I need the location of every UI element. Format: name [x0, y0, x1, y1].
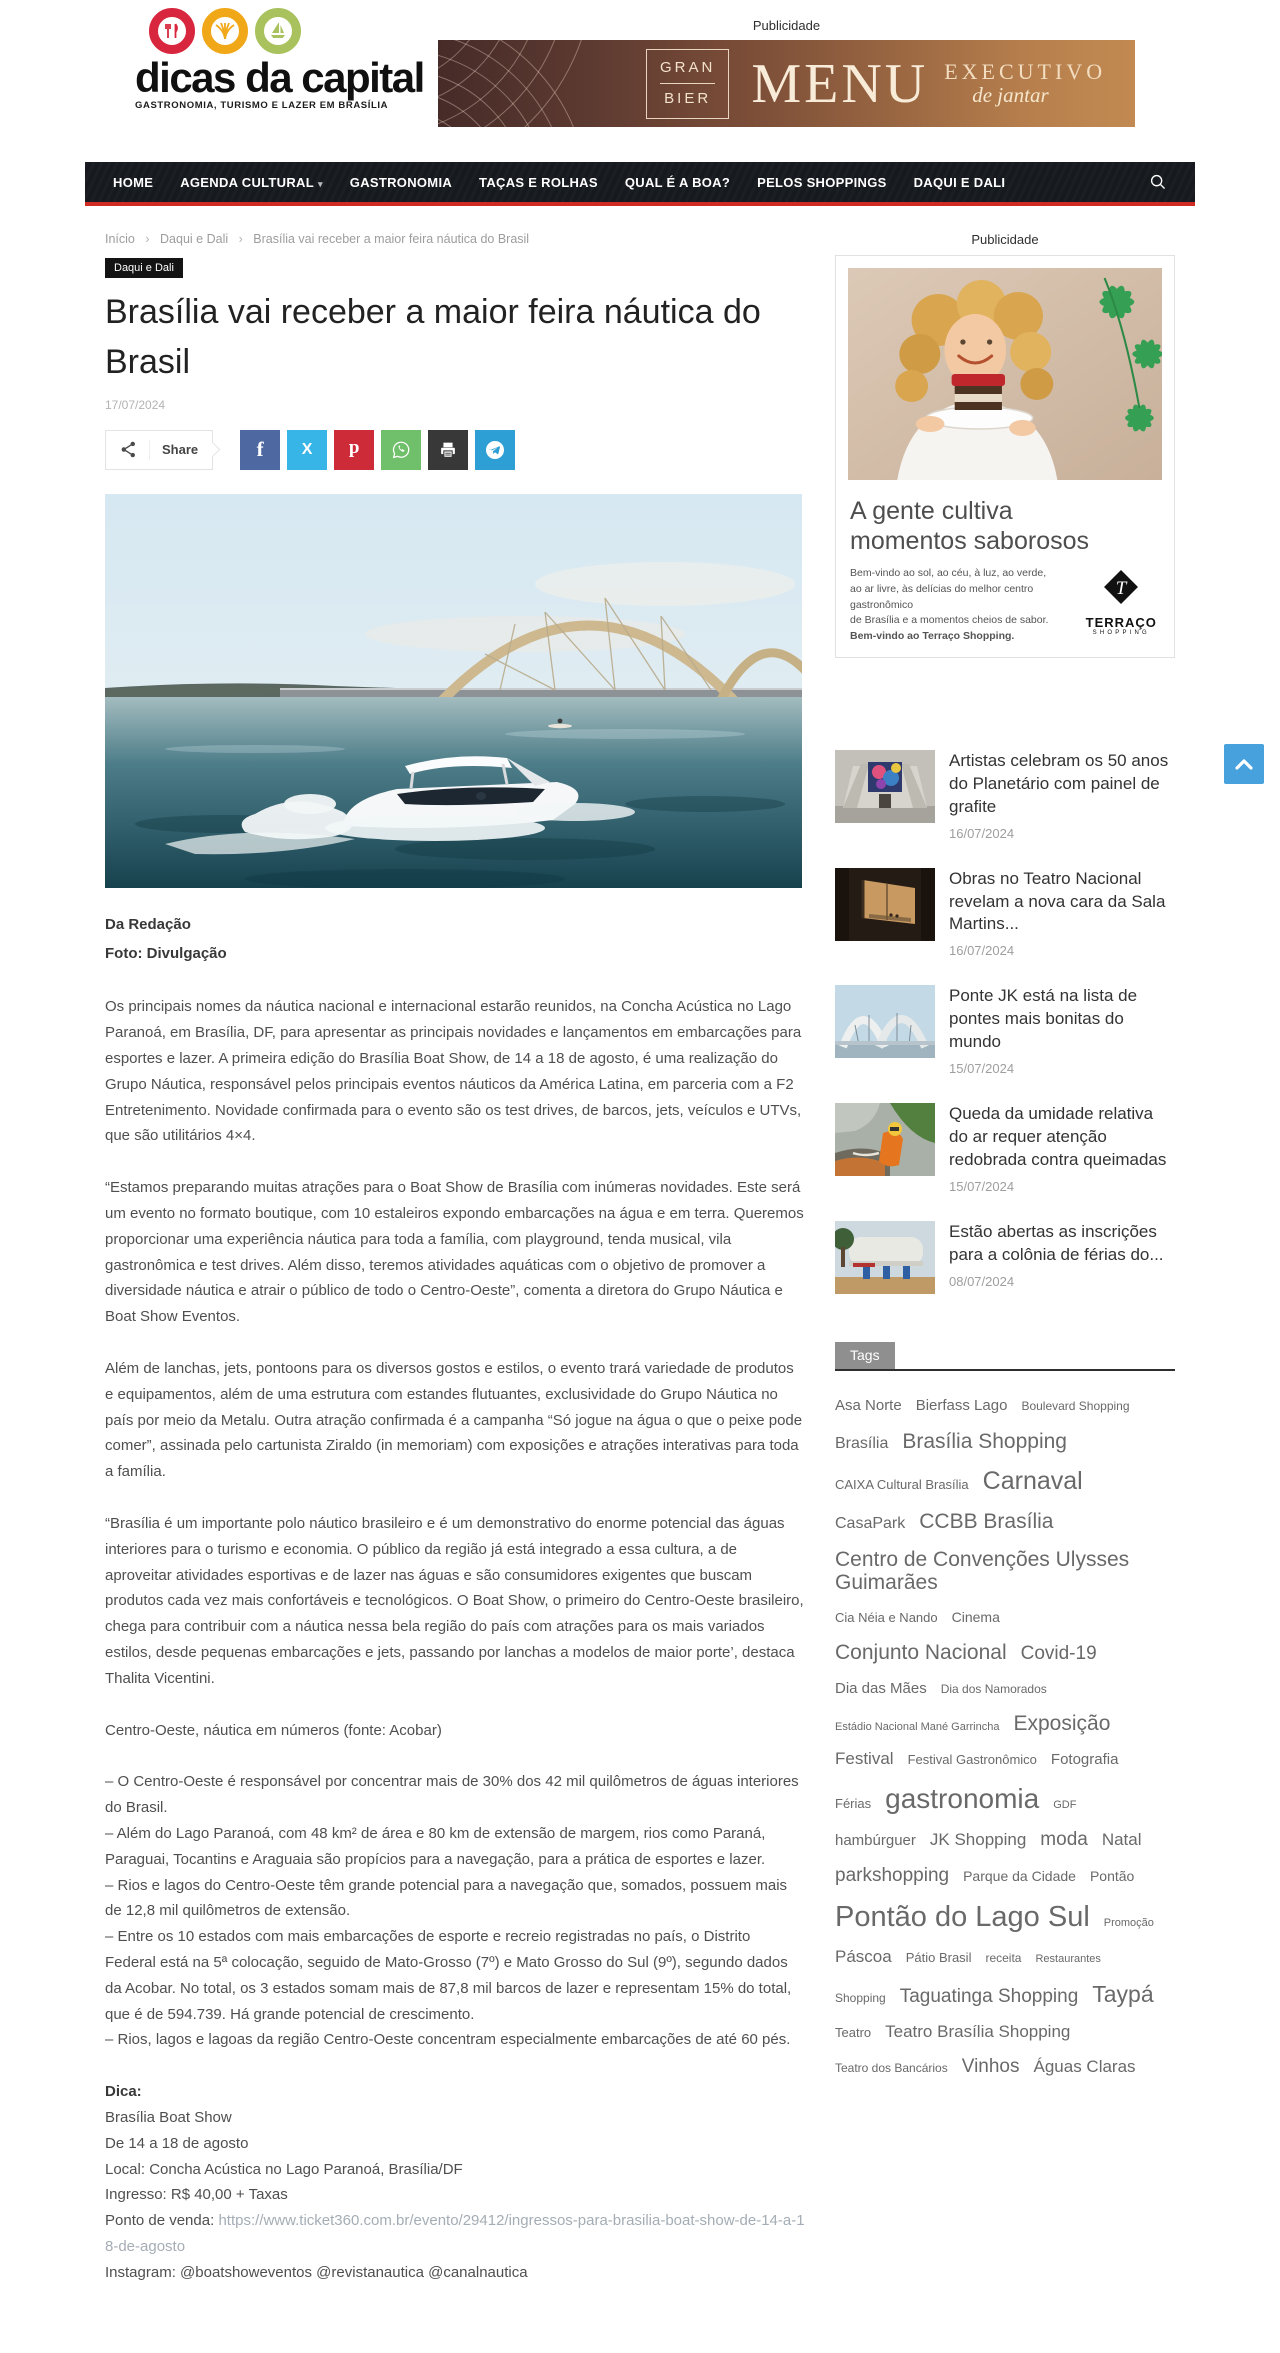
banner-mesh-decoration: [438, 40, 698, 127]
numbers-bullets: [105, 1769, 805, 2053]
news-item[interactable]: [835, 750, 1175, 841]
news-thumbnail-planetario: [835, 750, 935, 823]
news-title[interactable]: Ponte JK está na lista de pontes mais bonitas do mundo: [949, 986, 1138, 1052]
tag-link[interactable]: Taypá: [1092, 1981, 1154, 2008]
granbier-line1: GRAN: [660, 57, 715, 85]
dica-ponto-line: [105, 2208, 805, 2260]
top-ad-banner[interactable]: [438, 40, 1135, 127]
tag-link[interactable]: Festival Gastronômico: [907, 1752, 1037, 1768]
tag-link[interactable]: Bierfass Lago: [915, 1397, 1008, 1414]
news-item[interactable]: [835, 1221, 1175, 1294]
tag-link[interactable]: gastronomia: [885, 1782, 1040, 1814]
ad-body-line: de Brasília e a momentos cheios de sabor.: [850, 614, 1049, 627]
news-thumbnail-teatro: [835, 868, 935, 941]
article-byline: [105, 910, 805, 969]
bullet-item: – Além do Lago Paranoá, com 48 km² de área e 80 km de extensão de margem, rios como Paraná, Paraguai, Tocantins e Araguaia são propícios para a navegação, para a prática de esportes e lazer.: [105, 1824, 766, 1868]
whatsapp-icon: [390, 439, 412, 461]
tag-link[interactable]: GDF: [1053, 1798, 1077, 1811]
nav-item-agenda-cultural[interactable]: AGENDA CULTURAL ▾: [180, 174, 323, 190]
share-icon: [120, 441, 137, 458]
news-thumbnail-queimadas: [835, 1103, 935, 1176]
dica-line: Local: Concha Acústica no Lago Paranoá, Brasília/DF: [105, 2160, 463, 2178]
tag-link[interactable]: JK Shopping: [929, 1829, 1027, 1849]
telegram-icon: [483, 438, 507, 462]
sidebar-publicidade-label: Publicidade: [971, 232, 1039, 247]
print-share-button[interactable]: [428, 430, 468, 470]
tag-link[interactable]: Estádio Nacional Mané Garrincha: [835, 1721, 1000, 1734]
chevron-up-icon: [1235, 758, 1253, 770]
byline-photo-credit: Foto: Divulgação: [105, 945, 227, 963]
tag-link[interactable]: Shopping: [835, 1991, 886, 2006]
cathedral-icon: [202, 8, 248, 54]
news-thumbnail-colonia: [835, 1221, 935, 1294]
breadcrumb: [105, 232, 805, 246]
nav-item-pelos-shoppings[interactable]: PELOS SHOPPINGS: [757, 174, 887, 190]
tag-link[interactable]: Dia das Mães: [835, 1679, 927, 1697]
tag-link[interactable]: Águas Claras: [1033, 2056, 1136, 2076]
x-twitter-icon: X: [301, 440, 313, 458]
tag-link[interactable]: CasaPark: [835, 1515, 906, 1533]
ad-body-text: [850, 566, 1081, 645]
chevron-down-icon: ▾: [317, 178, 323, 189]
tag-link[interactable]: parkshopping: [835, 1864, 950, 1886]
nav-item-gastronomia[interactable]: GASTRONOMIA: [349, 174, 453, 190]
tag-link[interactable]: Centro de Convenções Ulysses Guimarães: [835, 1548, 1130, 1595]
dica-line: De 14 a 18 de agosto: [105, 2134, 249, 2152]
tag-link[interactable]: Festival: [835, 1749, 894, 1769]
breadcrumb-category[interactable]: Daqui e Dali: [160, 232, 229, 246]
tag-link[interactable]: Vinhos: [961, 2055, 1020, 2077]
article-title: Brasília vai receber a maior feira náutica do Brasil: [105, 293, 761, 381]
nav-item-tacas-e-rolhas[interactable]: TAÇAS E ROLHAS: [479, 174, 598, 190]
x-share-button[interactable]: [287, 430, 327, 470]
logo-tagline: GASTRONOMIA, TURISMO E LAZER EM BRASÍLIA: [135, 100, 389, 112]
whatsapp-share-button[interactable]: [381, 430, 421, 470]
tags-widget: [835, 1342, 1175, 2093]
pinterest-share-button[interactable]: p: [334, 430, 374, 470]
article-hero-image: [105, 494, 802, 888]
breadcrumb-separator: ›: [238, 232, 243, 246]
news-title[interactable]: Artistas celebram os 50 anos do Planetário com painel de grafite: [949, 750, 1169, 816]
granbier-line2: BIER: [664, 90, 712, 107]
terraco-logo-text: TERRAÇO: [1085, 615, 1157, 630]
tag-link[interactable]: receita: [985, 1951, 1022, 1966]
article-paragraph: Além de lanchas, jets, pontoons para os diversos gostos e estilos, o evento trará variedade de produtos e equipamentos, além de uma estrutura com estandes flutuantes, exclusividade do Grupo Náutica no país por meio da Metalu. Outra atração confirmada é a campanha “Só jogue na água o que o peixe pode comer”, assinada pelo cartunista Ziraldo (in memoriam) com exposições e atrações interativas para toda a família.: [105, 1360, 803, 1481]
banner-menu-word: MENU: [751, 52, 929, 115]
sidebar-news-list: [835, 750, 1175, 1294]
tags-header-label: Tags: [835, 1342, 895, 1369]
news-title[interactable]: Queda da umidade relativa do ar requer atenção redobrada contra queimadas: [949, 1104, 1167, 1170]
category-badge[interactable]: Daqui e Dali: [105, 258, 183, 278]
site-logo[interactable]: [135, 8, 424, 111]
terraco-shopping-logo: [1081, 566, 1162, 636]
dica-heading: Dica:: [105, 2083, 142, 2101]
share-divider: [149, 440, 150, 460]
ad-body-bold-line: Bem-vindo ao Terraço Shopping.: [850, 630, 1015, 642]
ad-body-line: ao ar livre, às delícias do melhor centro gastronômico: [850, 582, 1034, 611]
tag-link[interactable]: Fotografia: [1050, 1751, 1119, 1769]
tag-link[interactable]: Teatro Brasília Shopping: [885, 2021, 1071, 2041]
banner-executivo: EXECUTIVO: [944, 59, 1107, 84]
article-date: 17/07/2024: [105, 397, 166, 412]
share-row: [105, 430, 805, 470]
svg-text:T: T: [1115, 578, 1127, 599]
tag-link[interactable]: Carnaval: [982, 1466, 1083, 1495]
nav-item-home[interactable]: HOME: [113, 174, 154, 190]
sailboat-icon: [255, 8, 301, 54]
banner-right-text: [944, 59, 1106, 108]
article-paragraph: Os principais nomes da náutica nacional e internacional estarão reunidos, na Concha Acústica no Lago Paranoá, em Brasília, DF, para apresentar as principais novidades e lançamentos em embarcações para esportes e lazer. A primeira edição do Brasília Boat Show, de 14 a 18 de agosto, é uma realização do Grupo Náutica, responsável pelos principais eventos náuticos da América Latina, em parceria com a F2 Entretenimento. Novidade confirmada para o evento são os test drives, de barcos, jets, veículos e UTVs, que são utilitários 4×4.: [105, 998, 802, 1145]
tag-link[interactable]: Férias: [835, 1795, 872, 1811]
tag-link[interactable]: Exposição: [1013, 1712, 1111, 1736]
news-date: 15/07/2024: [949, 1179, 1015, 1194]
numbers-heading: Centro-Oeste, náutica em números (fonte: Acobar): [105, 1721, 442, 1739]
breadcrumb-separator: ›: [145, 232, 150, 246]
article-paragraph: “Brasília é um importante polo náutico brasileiro e é um demonstrativo do enorme potencial das águas interiores para o turismo e economia. O público da região já está integrado a essa cultura, a de aproveitar atividades esportivas e de lazer nas águas e são consumidores exigentes que buscam produtos cada vez mais confortáveis e tecnológicos. O Boat Show, o primeiro do Centro-Oeste brasileiro, chega para contribuir com a náutica nessa bela região do país com atrações para os mais variados estilos, desde pequenas embarcações e jets, passando por lanchas a modelos de maior porte’, destaca Thalita Vicentini.: [105, 1514, 804, 1687]
news-date: 08/07/2024: [949, 1273, 1015, 1289]
terraco-logo-subtext: SHOPPING: [1092, 630, 1150, 636]
tag-link[interactable]: Restaurantes: [1035, 1953, 1101, 1966]
tag-link[interactable]: Promoção: [1103, 1916, 1154, 1929]
tag-link[interactable]: Taguatinga Shopping: [899, 1986, 1079, 2008]
event-info-block: [105, 2079, 805, 2285]
ad-headline-line1: A gente cultiva: [850, 497, 1013, 525]
share-label: Share: [162, 442, 199, 458]
tag-link[interactable]: Dia dos Namorados: [940, 1681, 1047, 1696]
top-ad-publicidade-label: Publicidade: [752, 18, 821, 33]
banner-script: de jantar: [972, 83, 1049, 107]
dica-line: Brasília Boat Show: [105, 2108, 232, 2126]
tags-header: [835, 1342, 1175, 1371]
bullet-item: – Entre os 10 estados com mais embarcações de esporte e recreio registradas no país, o Distrito Federal está na 5ª colocação, seguido de Mato-Grosso (7º) e Mato Grosso do Sul (9º), segundo dados da Acobar. No total, os 3 estados somam mais de 87,8 mil barcos de lazer e representam 15% do total, que é de 594.739. Há grande potencial de crescimento.: [105, 1928, 792, 2023]
telegram-share-button[interactable]: [475, 430, 515, 470]
search-icon: [1149, 173, 1167, 191]
news-date: 15/07/2024: [949, 1061, 1015, 1077]
tag-link[interactable]: Covid-19: [1020, 1642, 1097, 1664]
tag-link[interactable]: CAIXA Cultural Brasília: [835, 1476, 969, 1492]
ad-body-line: Bem-vindo ao sol, ao céu, à luz, ao verde,: [850, 567, 1047, 579]
tag-link[interactable]: Conjunto Nacional: [835, 1640, 1007, 1664]
tag-link[interactable]: Pontão: [1089, 1867, 1135, 1884]
news-item[interactable]: [835, 985, 1175, 1076]
print-icon: [437, 439, 459, 461]
news-item[interactable]: [835, 868, 1175, 959]
main-nav: [85, 162, 1195, 206]
tag-link[interactable]: Brasília: [835, 1434, 889, 1452]
ad-headline-line2: momentos saborosos: [850, 526, 1090, 555]
byline-author: Da Redação: [105, 915, 191, 933]
ticket-link[interactable]: https://www.ticket360.com.br/evento/29412/ingressos-para-brasilia-boat-show-de-14-a-18-de-agosto: [105, 2212, 805, 2255]
logo-icons: [149, 8, 424, 54]
news-title[interactable]: Obras no Teatro Nacional revelam a nova cara da Sala Martins...: [949, 868, 1166, 934]
tag-link[interactable]: hambúrguer: [835, 1831, 916, 1849]
news-title[interactable]: Estão abertas as inscrições para a colônia de férias do...: [949, 1222, 1164, 1264]
tag-link[interactable]: Asa Norte: [835, 1397, 902, 1414]
tag-cloud: [835, 1397, 1175, 2093]
facebook-share-button[interactable]: [240, 430, 280, 470]
tag-link[interactable]: CCBB Brasília: [919, 1510, 1054, 1534]
share-button[interactable]: [105, 430, 213, 470]
ad-bottom: [848, 566, 1162, 645]
site-header: [85, 0, 1195, 162]
bullet-item: – Rios e lagos do Centro-Oeste têm grande potencial para a navegação que, somados, possuem mais de 12,8 mil quilômetros de extensão.: [105, 1876, 788, 1920]
tag-link[interactable]: Teatro: [835, 2024, 872, 2040]
terraco-logo-icon: [1100, 566, 1142, 608]
tag-link[interactable]: Natal: [1101, 1829, 1142, 1849]
tag-link[interactable]: Teatro dos Bancários: [835, 2060, 948, 2075]
breadcrumb-current: Brasília vai receber a maior feira náutica do Brasil: [253, 232, 530, 246]
news-date: 16/07/2024: [949, 825, 1015, 841]
sidebar-ad-photo: [848, 268, 1162, 480]
bullet-item: – Rios, lagos e lagoas da região Centro-Oeste concentram especialmente embarcações de até 60 pés.: [105, 2031, 791, 2049]
tag-link[interactable]: moda: [1040, 1828, 1088, 1850]
news-thumbnail-ponte-jk: [835, 985, 935, 1058]
tag-link[interactable]: Parque da Cidade: [963, 1867, 1076, 1884]
dica-line: Ingresso: R$ 40,00 + Taxas: [105, 2186, 288, 2204]
fork-knife-icon: [149, 8, 195, 54]
dica-instagram-line: Instagram: @boatshoweventos @revistanautica @canalnautica: [105, 2263, 528, 2281]
scroll-to-top-button[interactable]: [1224, 744, 1264, 784]
news-item[interactable]: [835, 1103, 1175, 1194]
ponto-label: Ponto de venda:: [105, 2212, 219, 2230]
tag-link[interactable]: Boulevard Shopping: [1021, 1399, 1130, 1413]
top-ad-wrap: [438, 8, 1135, 127]
sidebar-ad[interactable]: [835, 255, 1175, 658]
ad-headline: [850, 497, 1162, 556]
tag-link[interactable]: Pontão do Lago Sul: [835, 1900, 1090, 1933]
bullet-item: – O Centro-Oeste é responsável por concentrar mais de 30% dos 42 mil quilômetros de águas interiores do Brasil.: [105, 1773, 799, 1817]
news-date: 16/07/2024: [949, 943, 1015, 959]
facebook-icon: f: [256, 437, 264, 462]
tag-link[interactable]: Brasília Shopping: [902, 1429, 1067, 1453]
article-paragraph: “Estamos preparando muitas atrações para o Boat Show de Brasília com inúmeras novidades. Este será um evento no formato boutique, com 10 estaleiros expondo embarcações na água e em terra. Queremos proporcionar uma experiência náutica para toda a família, com playground, tenda musical, vila gastronômica e test drives. Além disso, teremos atividades aquáticas com o objetivo de promover a diversidade náutica e atrair o público de todo o Centro-Oeste”, comenta a diretora do Grupo Náutica e Boat Show Eventos.: [105, 1179, 804, 1326]
nav-item-daqui-e-dali[interactable]: DAQUI E DALI: [913, 174, 1006, 190]
tag-link[interactable]: Cia Néia e Nando: [835, 1610, 938, 1626]
tag-link[interactable]: Cinema: [951, 1609, 1000, 1626]
logo-title: dicas da capital: [135, 54, 424, 101]
tag-link[interactable]: Páscoa: [835, 1947, 892, 1967]
breadcrumb-home[interactable]: Início: [105, 232, 135, 246]
search-button[interactable]: [1149, 173, 1167, 191]
nav-item-qual-e-a-boa[interactable]: QUAL É A BOA?: [624, 174, 731, 190]
tag-link[interactable]: Pátio Brasil: [905, 1950, 972, 1966]
